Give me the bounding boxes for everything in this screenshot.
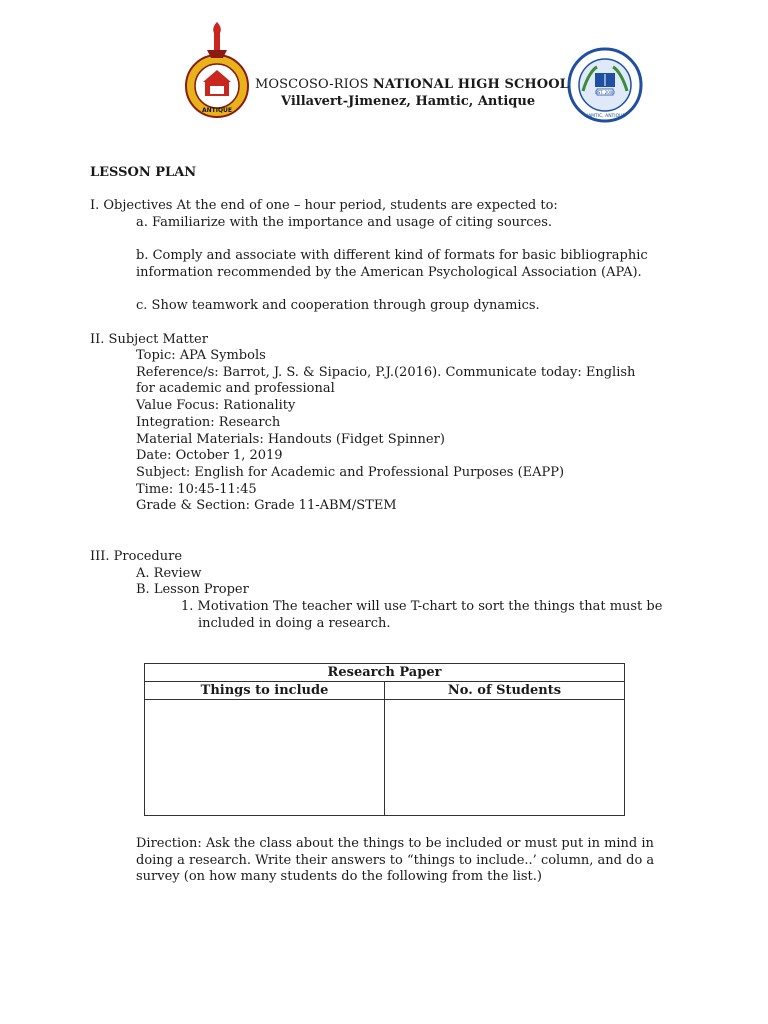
t-chart-title: Research Paper (145, 664, 625, 682)
school-name-part2: NATIONAL HIGH SCHOOL (372, 77, 569, 92)
materials: Material Materials: Handouts (Fidget Spinner) (136, 432, 445, 447)
lesson-proper: B. Lesson Proper (136, 582, 249, 597)
subject: Subject: English for Academic and Professional Purposes (EAPP) (136, 465, 565, 480)
deped-antique-seal (183, 20, 251, 120)
objective-c: c. Show teamwork and cooperation through group dynamics. (136, 298, 540, 313)
t-chart-table (144, 663, 625, 816)
document-title: LESSON PLAN (90, 165, 197, 180)
school-address: Villavert-Jimenez, Hamtic, Antique (281, 94, 536, 109)
t-chart-col-students: No. of Students (385, 682, 625, 700)
reference-line1: Reference/s: Barrot, J. S. & Sipacio, P.J.(2016). Communicate today: English (136, 365, 636, 380)
t-chart-col-things: Things to include (145, 682, 385, 700)
direction-line1: Direction: Ask the class about the things to be included or must put in mind in (136, 836, 654, 851)
school-seal (567, 47, 643, 123)
direction-line3: survey (on how many students do the following from the list.) (136, 869, 542, 884)
reference-line2: for academic and professional (136, 381, 335, 396)
procedure-heading: III. Procedure (90, 549, 183, 564)
review: A. Review (136, 566, 202, 581)
school-name-part1: MOSCOSO-RIOS (255, 77, 373, 92)
objective-a: a. Familiarize with the importance and usage of citing sources. (136, 215, 553, 230)
motivation-line2: included in doing a research. (198, 616, 391, 631)
objectives-heading: I. Objectives At the end of one – hour period, students are expected to: (90, 198, 558, 213)
integration: Integration: Research (136, 415, 281, 430)
school-name (255, 76, 569, 93)
objective-b-line2: information recommended by the American Psychological Association (APA). (136, 265, 642, 280)
left-seal-text: ANTIQUE (201, 107, 233, 114)
t-chart-cell-students (385, 700, 625, 816)
motivation-line1: 1. Motivation The teacher will use T-chart to sort the things that must be (181, 599, 663, 614)
right-seal-center: EST. 2000 (595, 90, 615, 95)
grade-section: Grade & Section: Grade 11-ABM/STEM (136, 498, 397, 513)
right-seal-bottom-text: HAMTIC, ANTIQUE (584, 114, 626, 119)
objective-b-line1: b. Comply and associate with different kind of formats for basic bibliographic (136, 248, 648, 263)
subject-matter-heading: II. Subject Matter (90, 332, 208, 347)
direction-line2: doing a research. Write their answers to “things to include..’ column, and do a (136, 853, 655, 868)
topic: Topic: APA Symbols (136, 348, 266, 363)
time: Time: 10:45-11:45 (136, 482, 257, 497)
date: Date: October 1, 2019 (136, 448, 283, 463)
t-chart-cell-things (145, 700, 385, 816)
value-focus: Value Focus: Rationality (136, 398, 296, 413)
